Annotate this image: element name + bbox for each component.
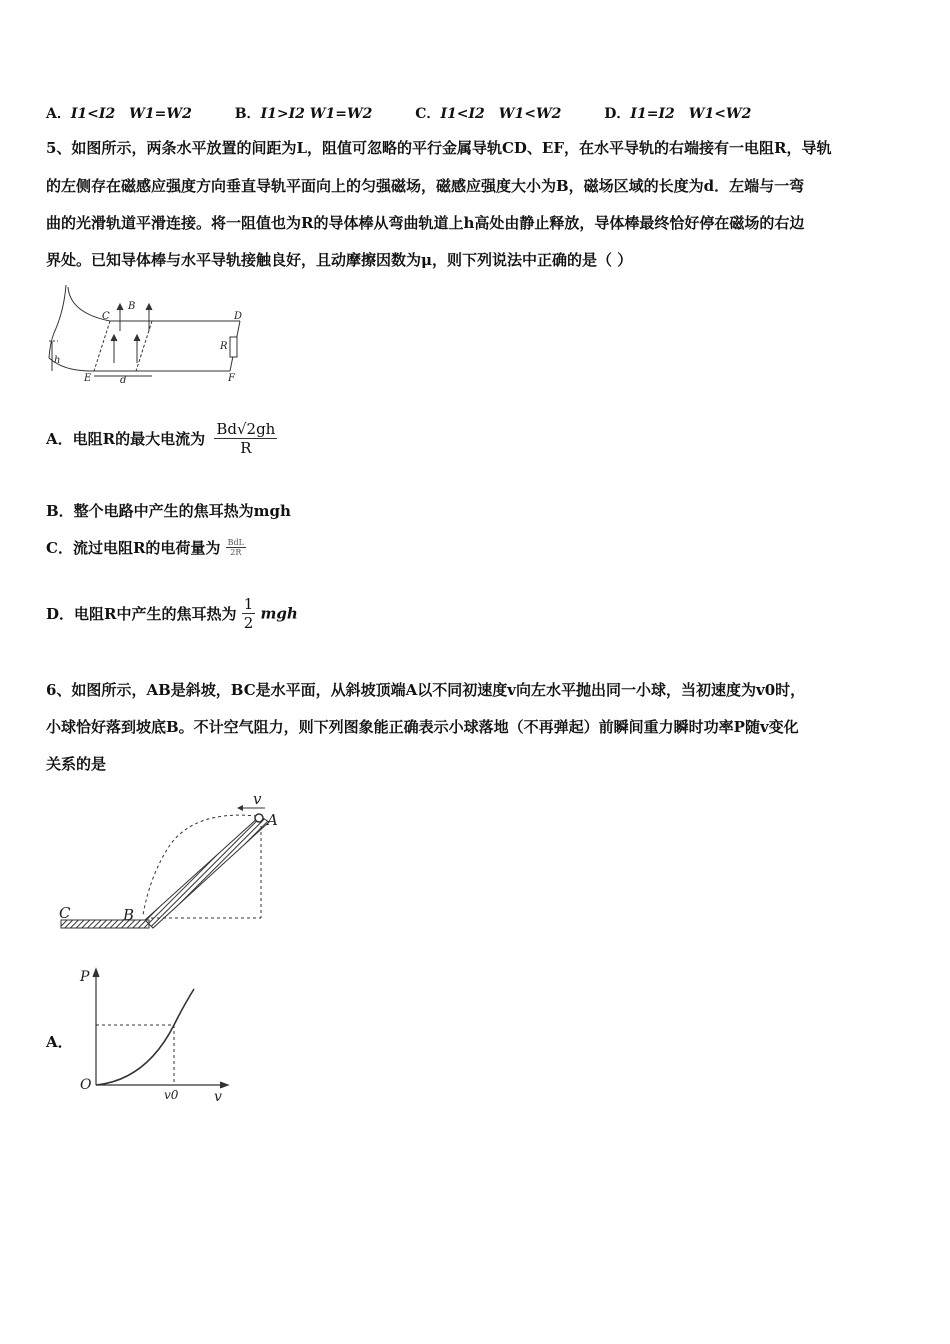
q5-label-d-length: d [120, 375, 127, 386]
q5-label-r: R [220, 341, 228, 352]
q6-label-c: C [59, 904, 71, 922]
q5-stem-line-2: 的左侧存在磁感应强度方向垂直导轨平面向上的匀强磁场，磁感应强度大小为B，磁场区域的长度为d．左端与一弯 [46, 177, 805, 195]
q5-option-a-numerator: Bd√2gh [216, 420, 276, 438]
q6-stem-line-2: 小球恰好落到坡底B。不计空气阻力，则下列图象能正确表示小球落地（不再弹起）前瞬间重力瞬时功率P随v变化 [46, 718, 799, 736]
q6-label-a: A [267, 811, 278, 829]
q5-label-c: C [102, 311, 110, 322]
q5-option-d-denominator: 2 [243, 614, 254, 632]
q4-options [46, 103, 789, 123]
q6-label-b: B [123, 906, 135, 924]
q5-rail-figure [44, 283, 254, 388]
q5-stem-line-4: 界处。已知导体棒与水平导轨接触良好，且动摩擦因数为μ，则下列说法中正确的是（ ） [46, 251, 633, 269]
q6-option-a-label: A． [46, 1033, 73, 1051]
q5-stem-line-3: 曲的光滑轨道平滑连接。将一阻值也为R的导体棒从弯曲轨道上h高处由静止释放，导体棒最终恰好停在磁场的右边 [46, 214, 805, 232]
q4-option-d: D．I1=I2 W1<W2 [604, 106, 752, 122]
q6-graph-label-v0: v0 [164, 1088, 179, 1102]
q5-label-d-top: D [234, 311, 243, 322]
q6-graph-label-p: P [80, 969, 90, 985]
q6-stem-line-1: 6、如图所示，AB是斜坡，BC是水平面，从斜坡顶端A以不同初速度v向左水平抛出同一小球，当初速度为v0时， [46, 681, 806, 699]
q4-option-b: B．I1>I2 W1=W2 [234, 106, 373, 122]
q5-option-c-denominator: 2R [230, 548, 242, 557]
q6-label-v: v [253, 790, 262, 808]
q6-graph-label-o: O [80, 1077, 92, 1093]
q5-option-b: B．整个电路中产生的焦耳热为mgh [46, 502, 291, 520]
q4-option-c: C．I1<I2 W1<W2 [415, 106, 562, 122]
q6-option-a-graph [76, 965, 236, 1105]
q6-stem-line-3: 关系的是 [46, 755, 107, 773]
q5-label-b: B [128, 301, 136, 312]
q6-slope-figure [55, 790, 295, 935]
q5-option-c: C．流过电阻R的电荷量为 $\frac{\text{BdL}}{2R}$ [46, 538, 244, 557]
q5-option-d: D．电阻R中产生的焦耳热为 $\frac{1}{2}$ mgh [46, 595, 298, 632]
q5-option-c-numerator: BdL [227, 538, 244, 547]
q5-option-a-denominator: R [240, 439, 252, 457]
q5-stem-line-1: 5、如图所示，两条水平放置的间距为L，阻值可忽略的平行金属导轨CD、EF，在水平导轨的右端接有一电阻R，导轨 [46, 139, 832, 157]
q5-label-f: F [228, 373, 235, 384]
q5-label-e: E [84, 373, 92, 384]
q6-graph-label-v: v [214, 1089, 222, 1105]
q4-option-a: A．I1<I2 W1=W2 [46, 106, 192, 122]
q5-option-a: A．电阻R的最大电流为 $\frac{Bd√2gh}{R}$ [46, 420, 276, 457]
q5-option-d-numerator: 1 [243, 595, 254, 613]
q5-label-h: h [54, 355, 61, 366]
